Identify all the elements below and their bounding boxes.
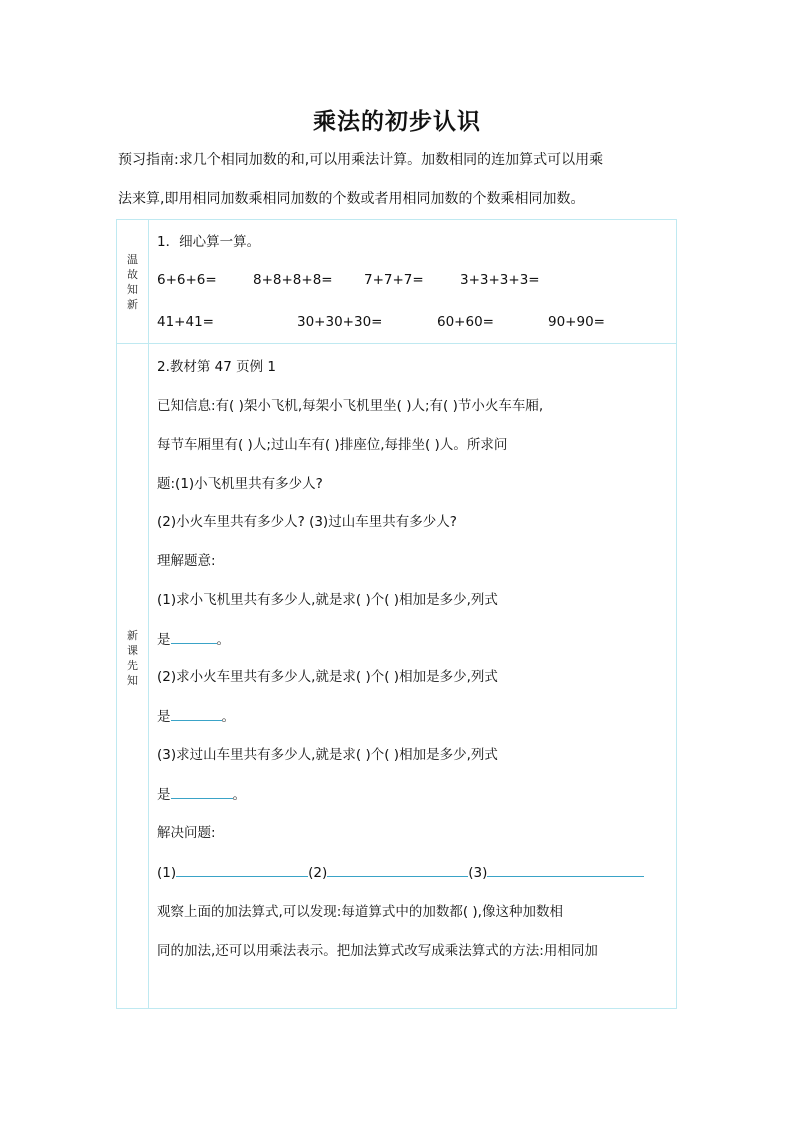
answer-line-2: 是 。	[157, 706, 235, 726]
page-title: 乘法的初步认识	[313, 109, 481, 135]
intro-line-1: 预习指南:求几个相同加数的和,可以用乘法计算。加数相同的连加算式可以用乘	[118, 152, 604, 168]
understand-heading: 理解题意:	[157, 553, 216, 569]
observe-line-1: 观察上面的加法算式,可以发现:每道算式中的加数都( ),像这种加数相	[157, 904, 563, 920]
expression: 7+7+7=	[364, 272, 424, 288]
worksheet-table	[116, 219, 677, 1009]
expression: 30+30+30=	[297, 314, 383, 330]
fill-blank[interactable]	[176, 862, 308, 877]
section2-heading: 2.教材第 47 页例 1	[157, 359, 277, 375]
expression: 60+60=	[437, 314, 494, 330]
observe-line-2: 同的加法,还可以用乘法表示。把加法算式改写成乘法算式的方法:用相同加	[157, 943, 598, 959]
question-2: (2)求小火车里共有多少人,就是求( )个( )相加是多少,列式	[157, 669, 498, 685]
known-info-line-2: 每节车厢里有( )人;过山车有( )排座位,每排坐( )人。所求问	[157, 437, 508, 453]
section1-heading: 1．细心算一算。	[157, 234, 261, 250]
known-info-line-1: 已知信息:有( )架小飞机,每架小飞机里坐( )人;有( )节小火车车厢,	[157, 398, 544, 414]
side-label-new-lesson: 新 课 先 知	[127, 629, 138, 687]
solve-heading: 解决问题:	[157, 825, 216, 841]
table-column-divider	[148, 219, 149, 1009]
known-info-line-4: (2)小火车里共有多少人? (3)过山车里共有多少人?	[157, 514, 457, 530]
table-row-divider	[116, 343, 677, 344]
expression: 3+3+3+3=	[460, 272, 540, 288]
solve-answers: (1) (2) (3)	[157, 862, 644, 882]
question-3: (3)求过山车里共有多少人,就是求( )个( )相加是多少,列式	[157, 747, 498, 763]
fill-blank[interactable]	[327, 862, 468, 877]
fill-blank[interactable]	[171, 629, 217, 644]
expression: 8+8+8+8=	[253, 272, 333, 288]
fill-blank[interactable]	[487, 862, 644, 877]
intro-line-2: 法来算,即用相同加数乘相同加数的个数或者用相同加数的个数乘相同加数。	[118, 191, 585, 207]
expression: 90+90=	[548, 314, 605, 330]
answer-line-3: 是 。	[157, 784, 246, 804]
expression: 6+6+6=	[157, 272, 217, 288]
side-label-review: 温 故 知 新	[127, 253, 138, 311]
expression: 41+41=	[157, 314, 214, 330]
question-1: (1)求小飞机里共有多少人,就是求( )个( )相加是多少,列式	[157, 592, 498, 608]
fill-blank[interactable]	[171, 706, 222, 721]
fill-blank[interactable]	[171, 784, 233, 799]
known-info-line-3: 题:(1)小飞机里共有多少人?	[157, 476, 323, 492]
answer-line-1: 是 。	[157, 629, 230, 649]
